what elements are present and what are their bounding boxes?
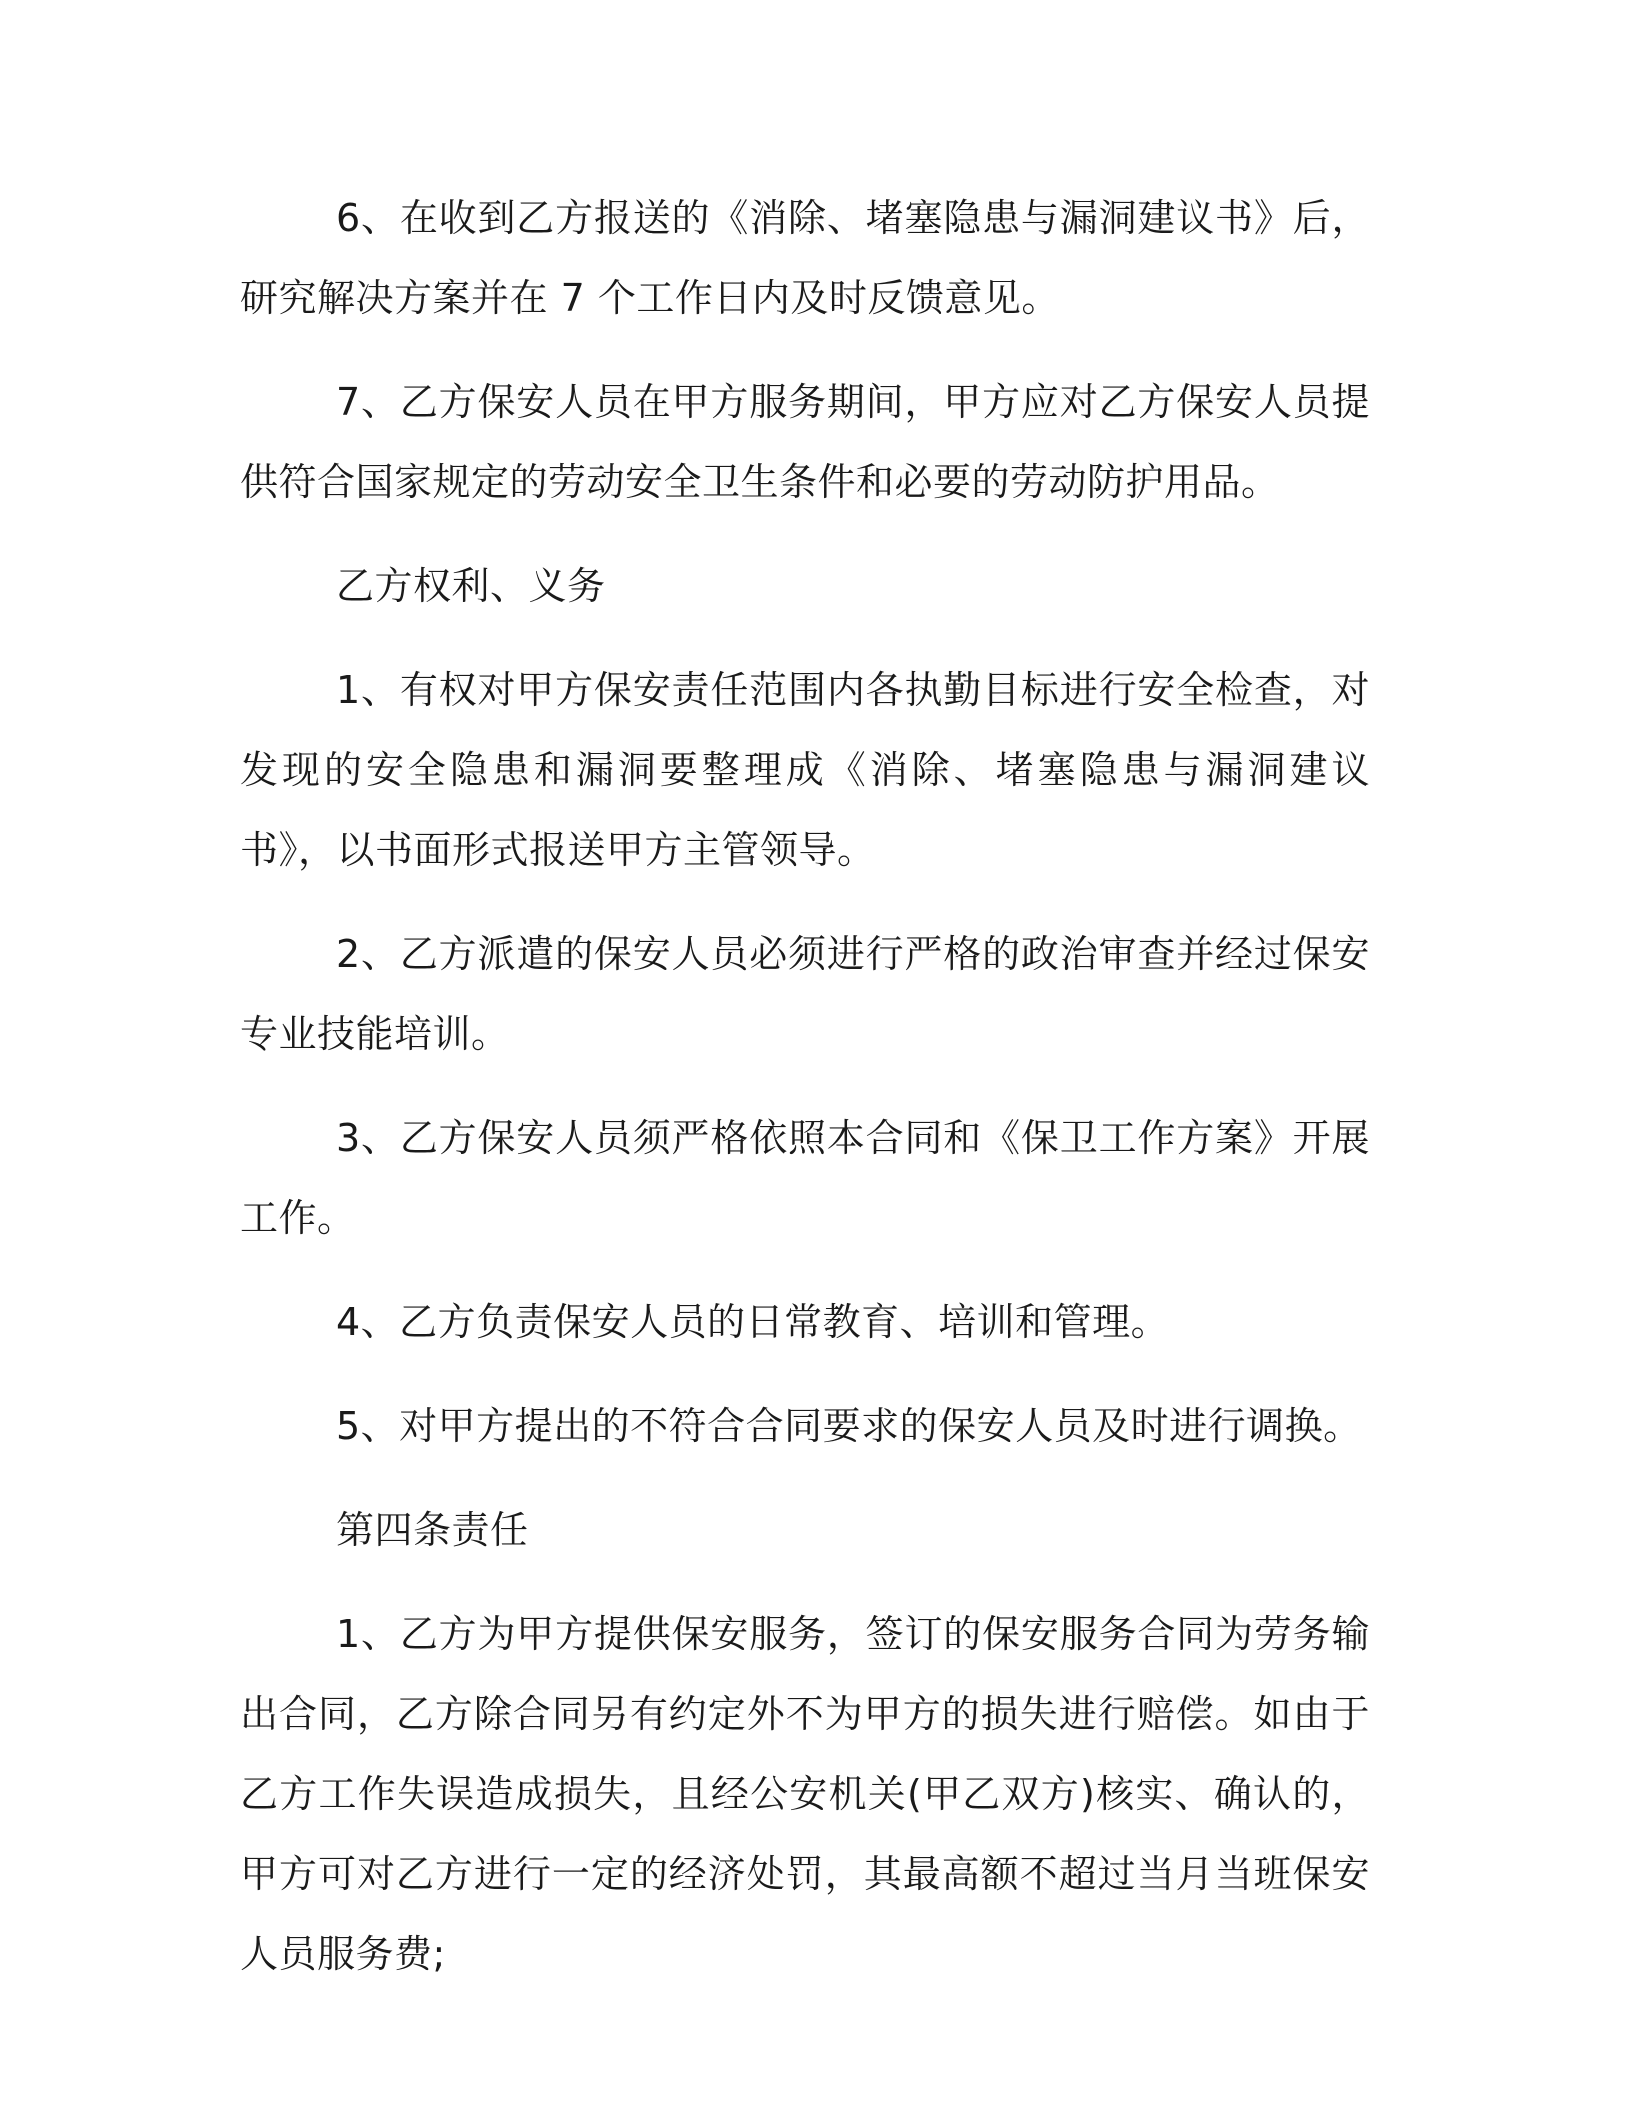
- paragraph-rights-2: 2、乙方派遣的保安人员必须进行严格的政治审查并经过保安专业技能培训。: [240, 932, 1370, 1056]
- paragraph-item-7: 7、乙方保安人员在甲方服务期间，甲方应对乙方保安人员提供符合国家规定的劳动安全卫生条件和必要的劳动防护用品。: [240, 380, 1370, 504]
- paragraph-liability-1: 1、乙方为甲方提供保安服务，签订的保安服务合同为劳务输出合同，乙方除合同另有约定外不为甲方的损失进行赔偿。如由于乙方工作失误造成损失，且经公安机关(甲乙双方)核实、确认的，甲方可对乙方进行一定的经济处罚，其最高额不超过当月当班保安人员服务费;: [240, 1612, 1370, 1976]
- section-heading-party-b-rights: 乙方权利、义务: [336, 564, 606, 608]
- paragraph-rights-1: 1、有权对甲方保安责任范围内各执勤目标进行安全检查，对发现的安全隐患和漏洞要整理成《消除、堵塞隐患与漏洞建议书》，以书面形式报送甲方主管领导。: [240, 668, 1370, 872]
- section-heading-article-4: 第四条责任: [336, 1508, 529, 1552]
- paragraph-rights-3: 3、乙方保安人员须严格依照本合同和《保卫工作方案》开展工作。: [240, 1116, 1370, 1240]
- paragraph-rights-4: 4、乙方负责保安人员的日常教育、培训和管理。: [336, 1300, 1170, 1344]
- document-body: [240, 178, 1370, 2018]
- paragraph-rights-5: 5、对甲方提出的不符合合同要求的保安人员及时进行调换。: [336, 1404, 1362, 1448]
- paragraph-item-6: 6、在收到乙方报送的《消除、堵塞隐患与漏洞建议书》后，研究解决方案并在 7 个工作日内及时反馈意见。: [240, 196, 1370, 320]
